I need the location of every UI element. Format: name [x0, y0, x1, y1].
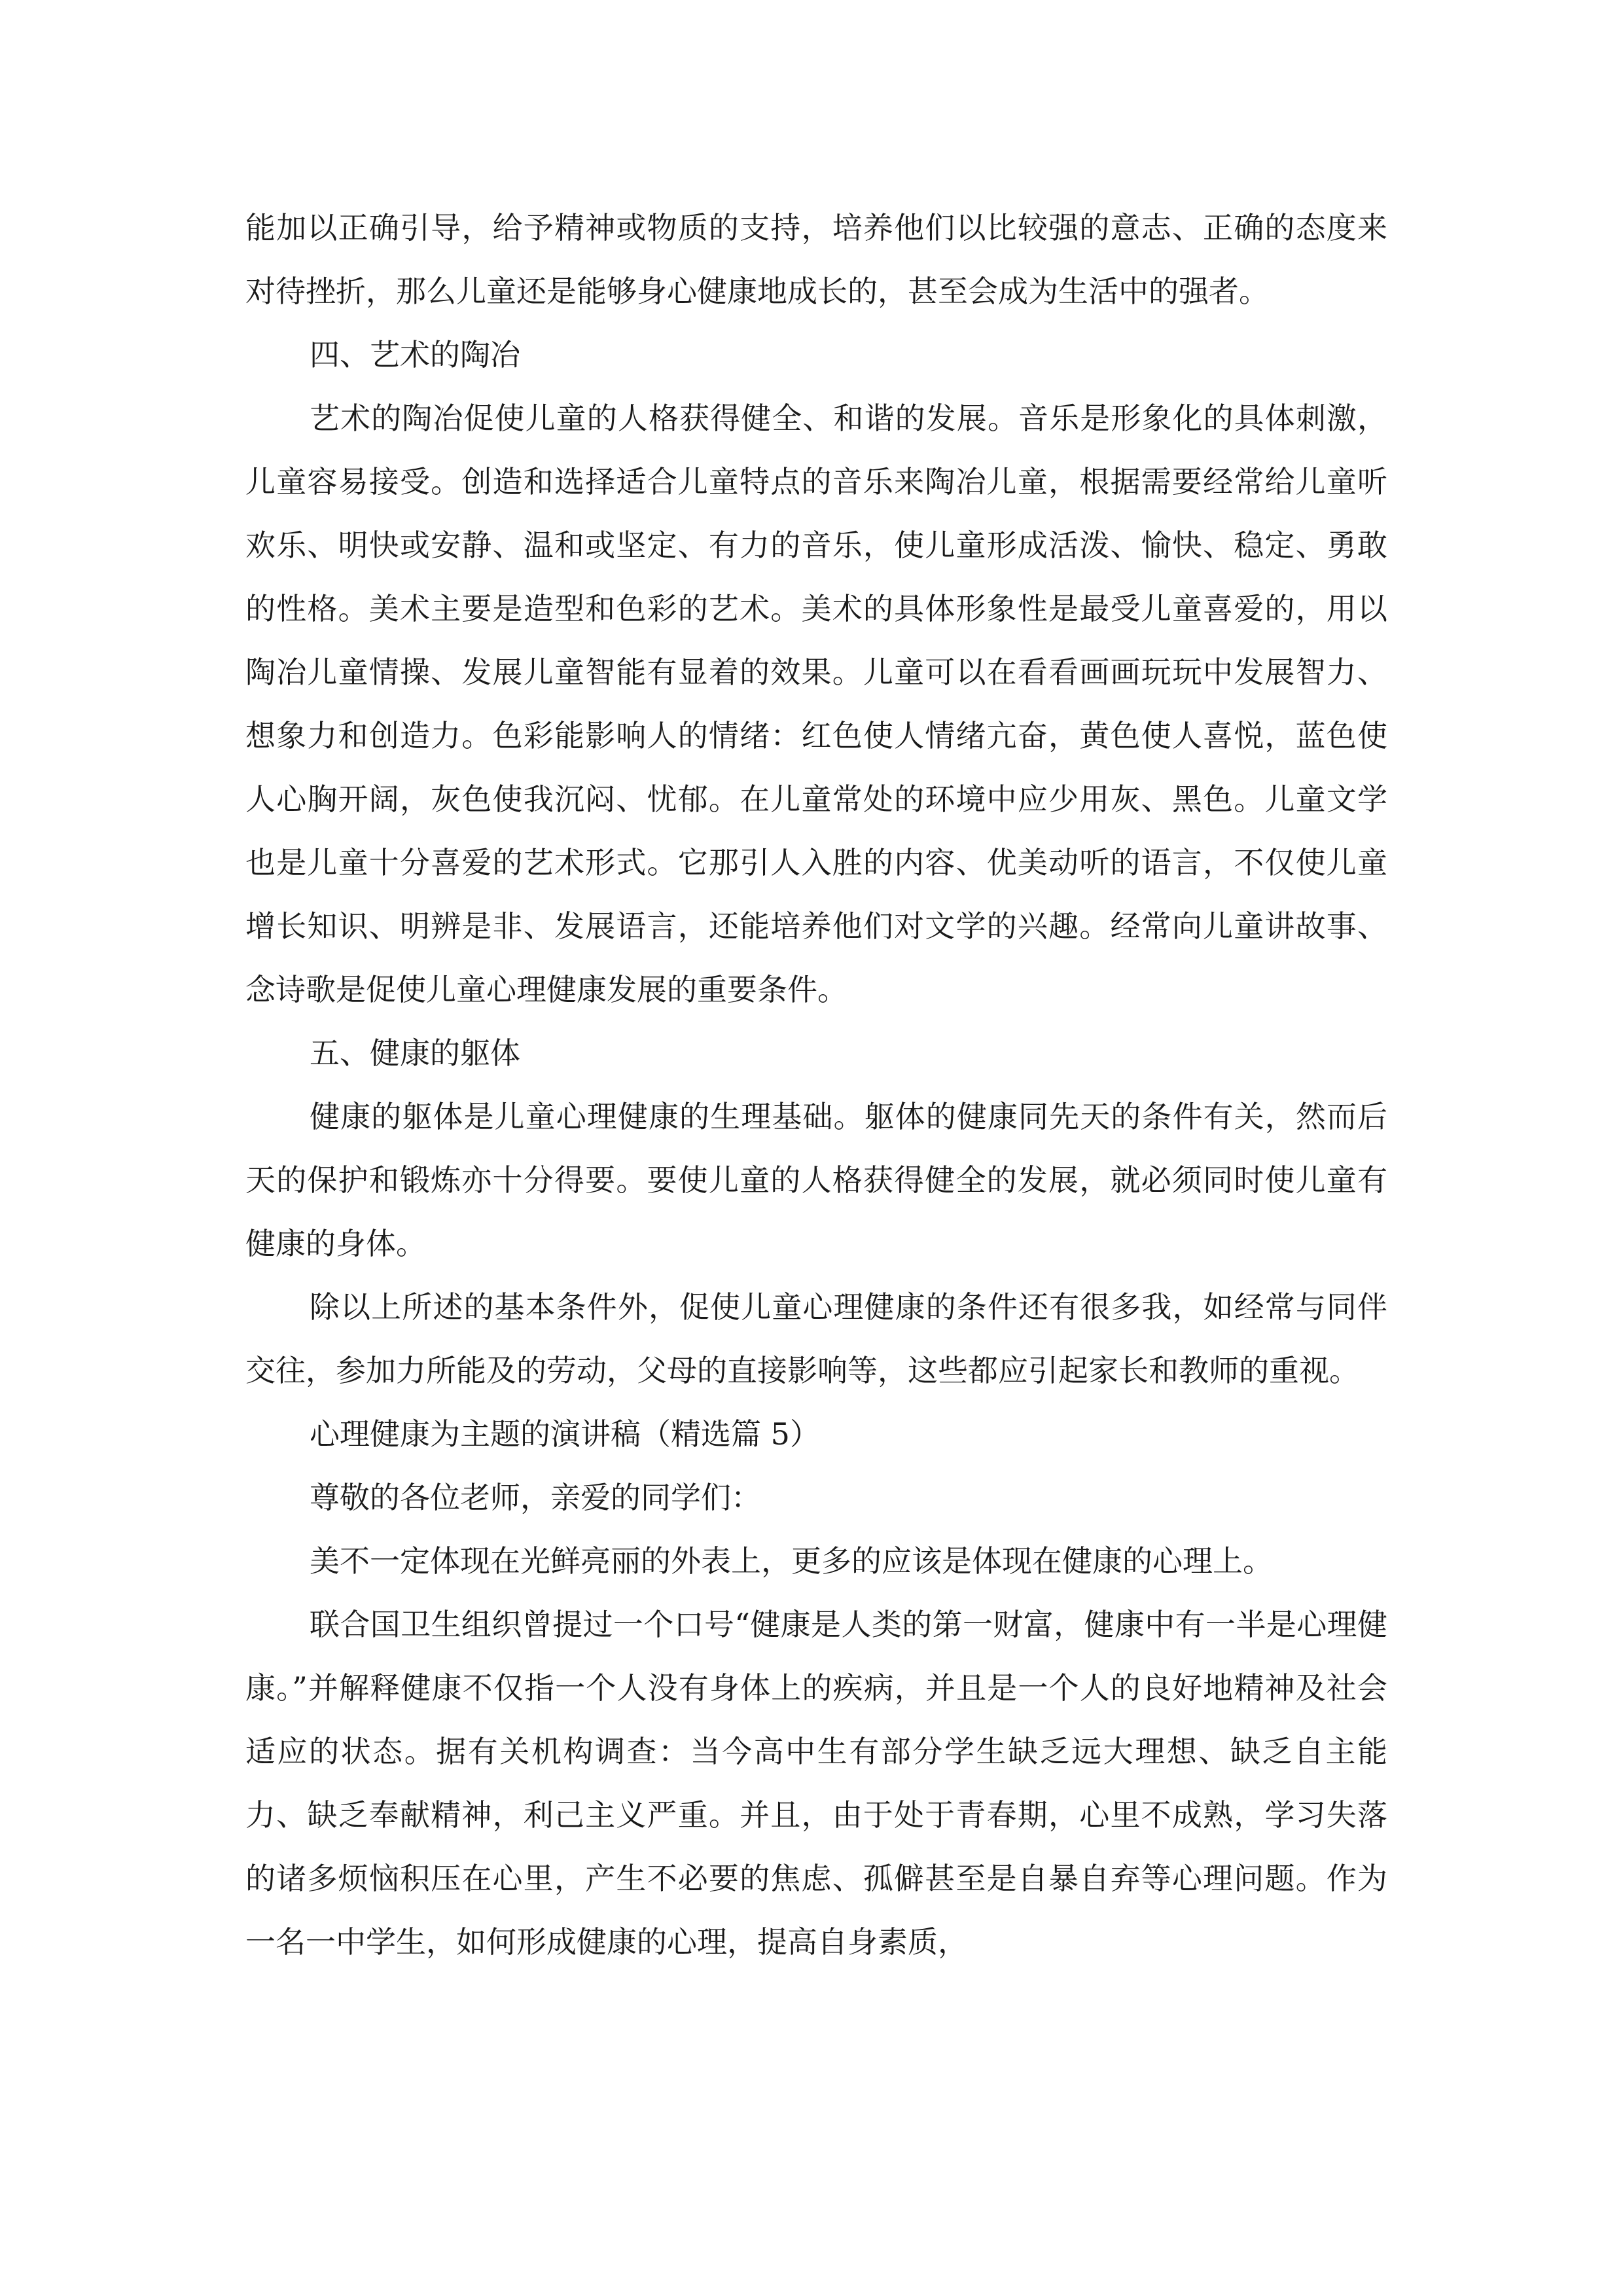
paragraph-beauty: 美不一定体现在光鲜亮丽的外表上，更多的应该是体现在健康的心理上。 [310, 1543, 1273, 1579]
paragraph-other-conditions: 除以上所述的基本条件外，促使儿童心理健康的条件还有很多我，如经常与同伴交往，参加力所能及的劳动，父母的直接影响等，这些都应引起家长和教师的重视。 [245, 1289, 1387, 1388]
section-heading-art: 四、艺术的陶冶 [310, 337, 520, 372]
speech-title: 心理健康为主题的演讲稿（精选篇 5） [310, 1416, 820, 1452]
paragraph-who: 联合国卫生组织曾提过一个口号“健康是人类的第一财富，健康中有一半是心理健康。”并解释健康不仅指一个人没有身体上的疾病，并且是一个人的良好地精神及社会适应的状态。据有关机构调查：当今高中生有部分学生缺乏远大理想、缺乏自主能力、缺乏奉献精神，利己主义严重。并且，由于处于青春期，心里不成熟，学习失落的诸多烦恼积压在心里，产生不必要的焦虑、孤僻甚至是自暴自弃等心理问题。作为一名一中学生，如何形成健康的心理，提高自身素质， [245, 1607, 1387, 1960]
section-heading-body: 五、健康的躯体 [310, 1035, 520, 1071]
speech-greeting: 尊敬的各位老师，亲爱的同学们： [310, 1480, 761, 1515]
paragraph-continuation: 能加以正确引导，给予精神或物质的支持，培养他们以比较强的意志、正确的态度来对待挫折，那么儿童还是能够身心健康地成长的，甚至会成为生活中的强者。 [245, 210, 1387, 309]
paragraph-body: 健康的躯体是儿童心理健康的生理基础。躯体的健康同先天的条件有关，然而后天的保护和锻炼亦十分得要。要使儿童的人格获得健全的发展，就必须同时使儿童有健康的身体。 [245, 1099, 1387, 1261]
paragraph-art: 艺术的陶冶促使儿童的人格获得健全、和谐的发展。音乐是形象化的具体刺激，儿童容易接受。创造和选择适合儿童特点的音乐来陶冶儿童，根据需要经常给儿童听欢乐、明快或安静、温和或坚定、有力的音乐，使儿童形成活泼、愉快、稳定、勇敢的性格。美术主要是造型和色彩的艺术。美术的具体形象性是最受儿童喜爱的，用以陶冶儿童情操、发展儿童智能有显着的效果。儿童可以在看看画画玩玩中发展智力、想象力和创造力。色彩能影响人的情绪：红色使人情绪亢奋，黄色使人喜悦，蓝色使人心胸开阔，灰色使我沉闷、忧郁。在儿童常处的环境中应少用灰、黑色。儿童文学也是儿童十分喜爱的艺术形式。它那引人入胜的内容、优美动听的语言，不仅使儿童增长知识、明辨是非、发展语言，还能培养他们对文学的兴趣。经常向儿童讲故事、念诗歌是促使儿童心理健康发展的重要条件。 [245, 401, 1387, 1007]
document-body [245, 196, 1387, 1974]
